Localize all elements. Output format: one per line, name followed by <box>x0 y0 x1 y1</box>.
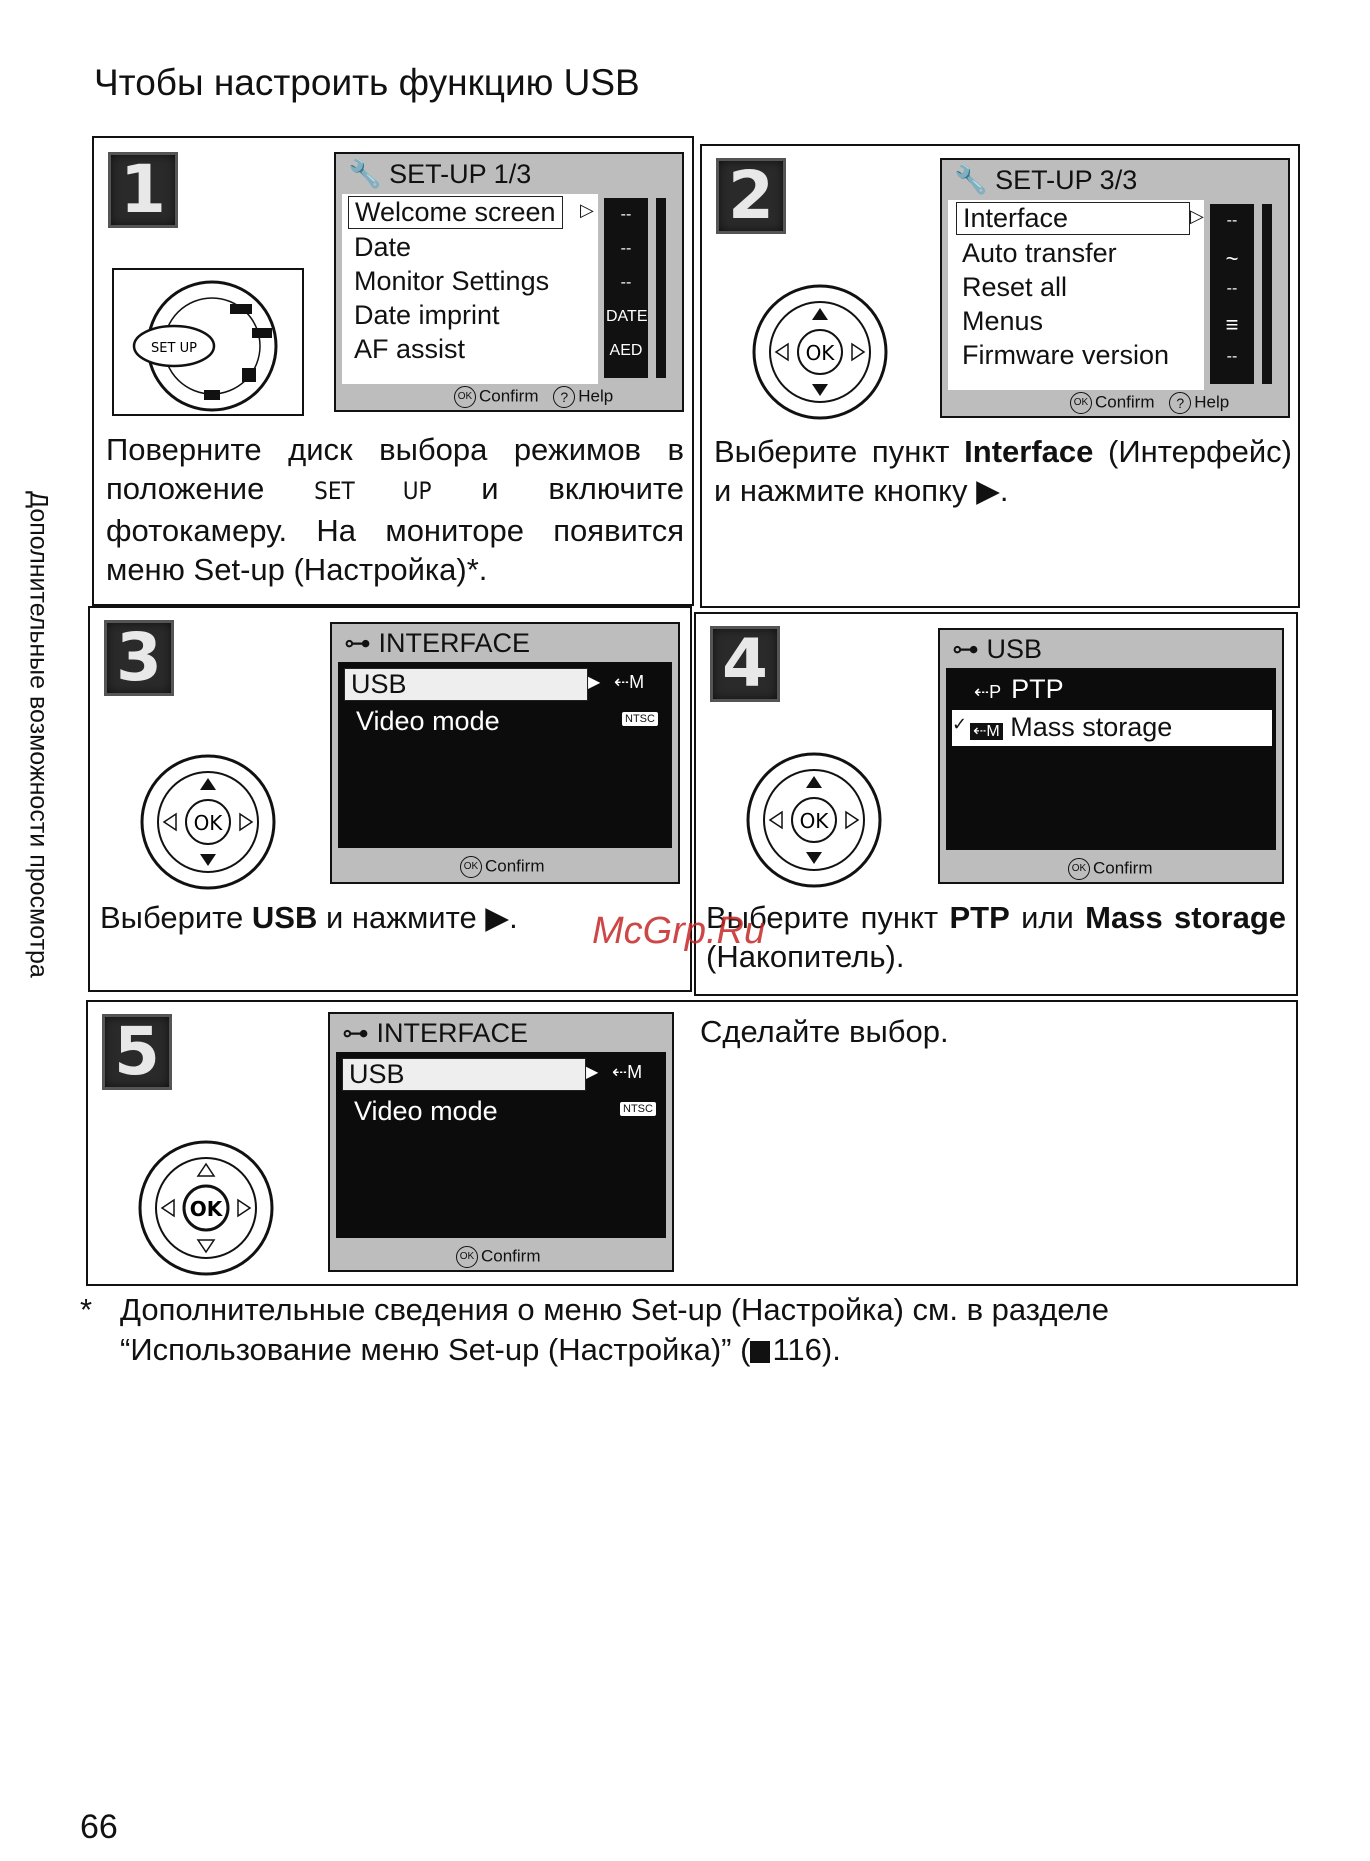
menu-item-af-assist[interactable]: AF assist <box>354 334 466 364</box>
right-arrow-icon: ▶ <box>586 1064 599 1081</box>
step-5-text: Сделайте выбор. <box>700 1014 949 1049</box>
footnote-star: * <box>80 1292 93 1327</box>
step-5-number: 5 <box>102 1014 172 1090</box>
usb-mode-value: ⇠M <box>612 1062 643 1082</box>
menu-item-usb[interactable]: USB <box>342 1058 586 1091</box>
interface-icon: ⊶ <box>344 628 371 658</box>
footnote: * Дополнительные сведения о меню Set-up (Настройка) см. в разделе “Использование меню Set-up (Настройка)” ( 116). <box>80 1292 1109 1367</box>
step-1-panel <box>92 136 694 606</box>
screen-title: ⊶ USB <box>952 634 1043 664</box>
menu-item-firmware-version[interactable]: Firmware version <box>962 340 1170 370</box>
screen-title: ⊶ INTERFACE <box>344 628 531 658</box>
dial-setup-label: SET UP <box>151 341 197 356</box>
right-arrow-icon: ▶ <box>588 674 601 691</box>
wrench-icon: 🔧 <box>348 159 382 189</box>
step-1-text: Поверните диск выбора режимов в положение SET UP и включите фотокамеру. На мониторе появится меню Set-up (Настройка)*. <box>106 432 684 587</box>
auto-transfer-icon: ~ <box>1225 246 1239 271</box>
step-3-screen <box>330 622 680 884</box>
ok-icon: OK <box>454 386 476 408</box>
af-assist-icon: AED <box>609 342 643 359</box>
screen-footer: OK Confirm <box>1068 858 1153 880</box>
checkmark-icon: ✓ <box>952 714 968 734</box>
ok-button-label: OK <box>189 1197 223 1221</box>
step-4-text: Выберите пункт PTP или Mass storage (Накопитель). <box>706 900 1287 974</box>
scrollbar[interactable] <box>1262 204 1272 384</box>
step-2-screen <box>940 158 1290 418</box>
ok-icon: OK <box>1070 392 1092 414</box>
ok-button-label: OK <box>799 809 829 833</box>
menu-item-video-mode[interactable]: Video mode <box>356 706 500 736</box>
step-4-screen <box>938 628 1284 884</box>
right-arrow-icon: ▷ <box>580 200 594 220</box>
step-4-panel <box>694 612 1298 996</box>
ok-button-label: OK <box>193 811 223 835</box>
screen-title: ⊶ INTERFACE <box>342 1018 529 1048</box>
screen-footer: OK Confirm ? Help <box>454 386 613 408</box>
ok-icon: OK <box>1068 858 1090 880</box>
step-5-screen <box>328 1012 674 1272</box>
screen-footer: OK Confirm <box>456 1246 541 1268</box>
multi-selector[interactable] <box>750 282 890 422</box>
menu-item-menus[interactable]: Menus <box>962 306 1044 336</box>
usb-icon: ⇠ <box>974 682 990 702</box>
menu-icon: -- <box>620 274 632 291</box>
scrollbar[interactable] <box>656 198 666 378</box>
usb-icon: ⇠M <box>970 723 1003 740</box>
step-5-panel <box>86 1000 1298 1286</box>
menu-icon: -- <box>1226 348 1238 365</box>
menu-item-reset-all[interactable]: Reset all <box>962 272 1068 302</box>
screen-title: 🔧 SET-UP 3/3 <box>954 165 1138 195</box>
ok-icon: OK <box>456 1246 478 1268</box>
menu-item-mass-storage[interactable]: ⇠M Mass storage <box>970 712 1172 743</box>
menu-item-video-mode[interactable]: Video mode <box>354 1096 498 1126</box>
multi-selector[interactable] <box>744 750 884 890</box>
step-3-text: Выберите USB и нажмите ▶. <box>100 900 518 935</box>
menu-icon: -- <box>1226 280 1238 297</box>
usb-icon: ⇠ <box>614 672 630 692</box>
multi-selector[interactable] <box>136 1138 276 1278</box>
help-icon: ? <box>1169 392 1191 414</box>
screen-footer: OK Confirm <box>460 856 545 878</box>
mode-dial-illustration <box>112 268 304 416</box>
menu-item-monitor-settings[interactable]: Monitor Settings <box>354 266 550 296</box>
usb-icon: ⇠ <box>612 1062 628 1082</box>
page-heading: Чтобы настроить функцию USB <box>94 62 640 103</box>
screen-footer: OK Confirm ? Help <box>1070 392 1229 414</box>
step-3-number: 3 <box>104 620 174 696</box>
reference-icon <box>750 1341 770 1363</box>
date-icon: DATE <box>606 308 648 325</box>
step-4-number: 4 <box>710 626 780 702</box>
menu-item-ptp[interactable]: ⇠P PTP <box>974 674 1064 704</box>
ntsc-badge: NTSC <box>622 712 658 726</box>
page-reference[interactable]: 116 <box>772 1332 822 1367</box>
ok-icon: OK <box>460 856 482 878</box>
menu-icon: -- <box>620 240 632 257</box>
interface-icon: ⊶ <box>952 634 979 664</box>
watermark: McGrp.Ru <box>592 910 766 952</box>
menus-icon: ≡ <box>1225 312 1239 337</box>
step-1-screen <box>334 152 684 412</box>
menu-item-welcome-screen[interactable]: Welcome screen <box>348 196 563 229</box>
menu-icon: -- <box>1226 212 1238 229</box>
menu-item-date-imprint[interactable]: Date imprint <box>354 300 500 330</box>
ok-button-label: OK <box>805 341 835 365</box>
step-2-number: 2 <box>716 158 786 234</box>
menu-item-interface[interactable]: Interface <box>956 202 1190 235</box>
menu-item-usb[interactable]: USB <box>344 668 588 701</box>
ntsc-badge: NTSC <box>620 1102 656 1116</box>
menu-item-date[interactable]: Date <box>354 232 412 262</box>
menu-icon: -- <box>620 206 632 223</box>
step-2-panel <box>700 144 1300 608</box>
step-2-text: Выберите пункт Interface (Интерфейс) и нажмите кнопку ▶. <box>714 434 1292 508</box>
page-number: 66 <box>80 1808 118 1846</box>
wrench-icon: 🔧 <box>954 165 988 195</box>
side-caption: Дополнительные возможности просмотра <box>24 491 53 978</box>
usb-mode-value: ⇠M <box>614 672 645 692</box>
interface-icon: ⊶ <box>342 1018 369 1048</box>
help-icon: ? <box>553 386 575 408</box>
right-arrow-icon: ▷ <box>1190 206 1204 226</box>
multi-selector[interactable] <box>138 752 278 892</box>
step-1-number: 1 <box>108 152 178 228</box>
menu-item-auto-transfer[interactable]: Auto transfer <box>962 238 1117 268</box>
screen-title: 🔧 SET-UP 1/3 <box>348 159 532 189</box>
